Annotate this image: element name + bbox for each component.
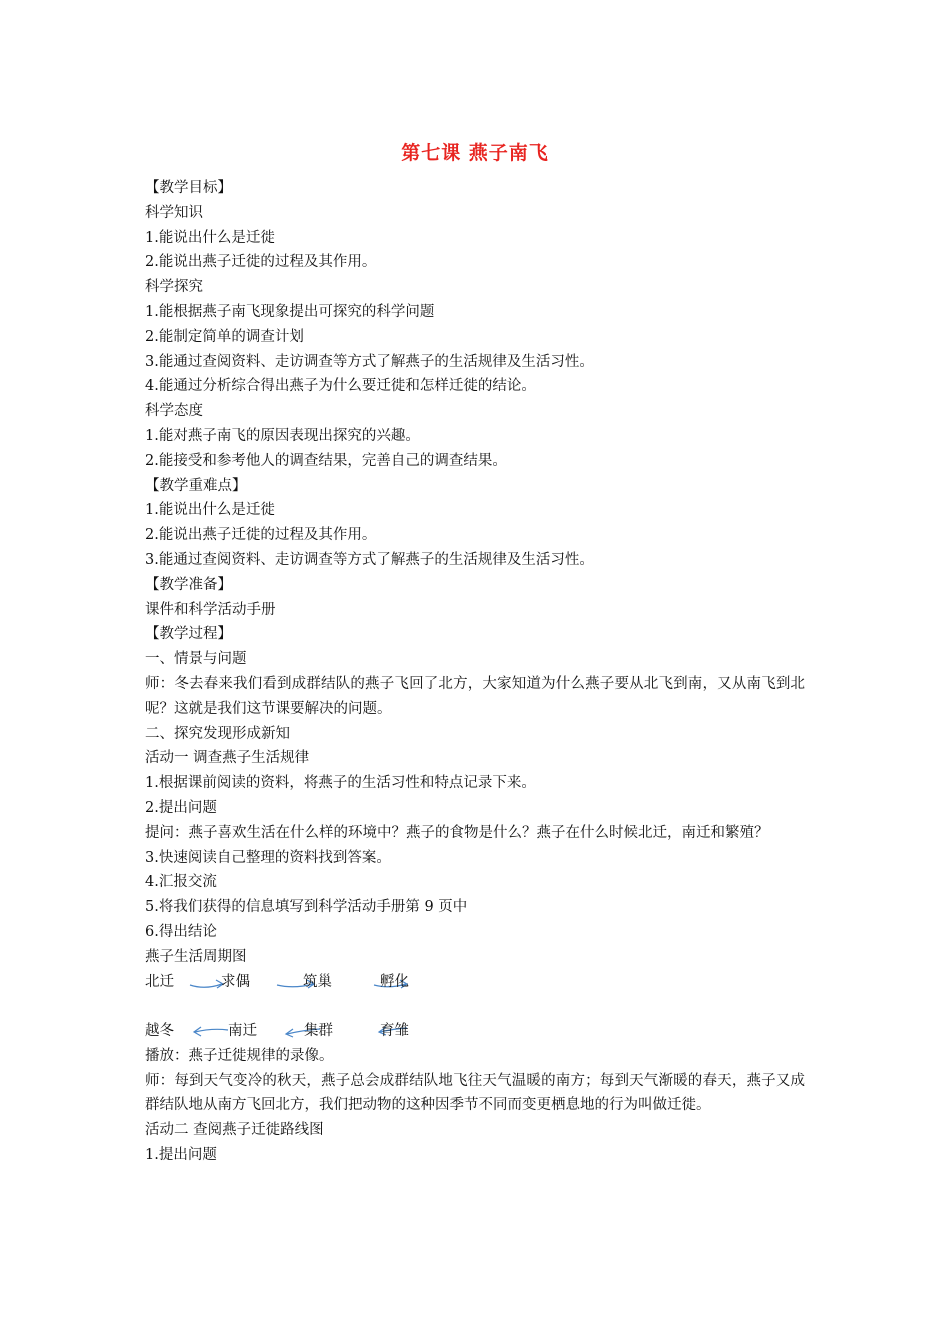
cycle-row-bottom [145, 1019, 805, 1044]
cycle-stage: 北迁 [145, 973, 174, 990]
cycle-diagram-caption: 燕子生活周期图 [145, 948, 247, 965]
text-line: 2.能说出燕子迁徙的过程及其作用。 [145, 254, 377, 271]
text-line: 1.能说出什么是迁徙 [145, 229, 275, 246]
cycle-stage: 筑巢 [303, 973, 332, 990]
text-line: 1.能对燕子南飞的原因表现出探究的兴趣。 [145, 427, 420, 444]
text-line: 1.能说出什么是迁徙 [145, 502, 275, 519]
text-line: 5.将我们获得的信息填写到科学活动手册第 9 页中 [145, 899, 468, 916]
text-line: 课件和科学活动手册 [145, 601, 276, 618]
subheading-knowledge: 科学知识 [145, 204, 203, 221]
section-heading-objectives: 【教学目标】 [145, 180, 232, 196]
text-line: 3.能通过查阅资料、走访调查等方式了解燕子的生活规律及生活习性。 [145, 353, 594, 370]
section-heading-key-points: 【教学重难点】 [145, 477, 247, 494]
section-heading-preparation: 【教学准备】 [145, 576, 232, 593]
section-heading-process: 【教学过程】 [145, 626, 232, 643]
subheading-inquiry: 科学探究 [145, 279, 203, 296]
text-line: 4.汇报交流 [145, 874, 217, 891]
text-line: 6.得出结论 [145, 923, 217, 940]
text-line: 1.提出问题 [145, 1147, 217, 1164]
teacher-paragraph: 师：冬去春来我们看到成群结队的燕子飞回了北方，大家知道为什么燕子要从北飞到南，又从南飞到北呢？这就是我们这节课要解决的问题。 [145, 675, 805, 717]
text-line: 2.能接受和参考他人的调查结果，完善自己的调查结果。 [145, 452, 507, 469]
text-line: 2.能说出燕子迁徙的过程及其作用。 [145, 527, 377, 544]
text-line: 4.能通过分析综合得出燕子为什么要迁徙和怎样迁徙的结论。 [145, 378, 536, 395]
text-line: 1.根据课前阅读的资料，将燕子的生活习性和特点记录下来。 [145, 775, 536, 792]
cycle-stage: 求偶 [221, 973, 250, 990]
question-paragraph: 提问：燕子喜欢生活在什么样的环境中？燕子的食物是什么？燕子在什么时候北迁，南迁和繁殖？ [145, 824, 769, 841]
text-line: 1.能根据燕子南飞现象提出可探究的科学问题 [145, 303, 435, 320]
text-line: 2.能制定简单的调查计划 [145, 328, 304, 345]
lesson-title: 第七课 燕子南飞 [401, 142, 549, 164]
arrow-left-icon [192, 1024, 230, 1038]
text-line: 2.提出问题 [145, 799, 217, 816]
text-line: 播放：燕子迁徙规律的录像。 [145, 1047, 334, 1064]
cycle-stage: 集群 [304, 1023, 333, 1040]
activity-one-heading: 活动一 调查燕子生活规律 [145, 750, 310, 767]
cycle-gap [145, 994, 805, 1019]
text-line: 3.快速阅读自己整理的资料找到答案。 [145, 849, 391, 866]
subheading-part-two: 二、探究发现形成新知 [145, 725, 290, 742]
cycle-stage: 越冬 [145, 1023, 174, 1040]
arrow-right-icon [189, 976, 225, 990]
text-line: 3.能通过查阅资料、走访调查等方式了解燕子的生活规律及生活习性。 [145, 551, 594, 568]
subheading-attitude: 科学态度 [145, 403, 203, 420]
lesson-body [145, 176, 805, 1168]
cycle-stage: 育雏 [380, 1023, 409, 1040]
subheading-part-one: 一、情景与问题 [145, 651, 247, 668]
activity-two-heading: 活动二 查阅燕子迁徙路线图 [145, 1122, 324, 1139]
cycle-stage: 孵化 [380, 973, 409, 990]
cycle-stage: 南迁 [228, 1023, 257, 1040]
teacher-paragraph: 师：每到天气变冷的秋天，燕子总会成群结队地飞往天气温暖的南方；每到天气渐暖的春天，燕子又成群结队地从南方飞回北方，我们把动物的这种因季节不同而变更栖息地的行为叫做迁徙。 [145, 1072, 805, 1114]
cycle-row-top [145, 970, 805, 995]
